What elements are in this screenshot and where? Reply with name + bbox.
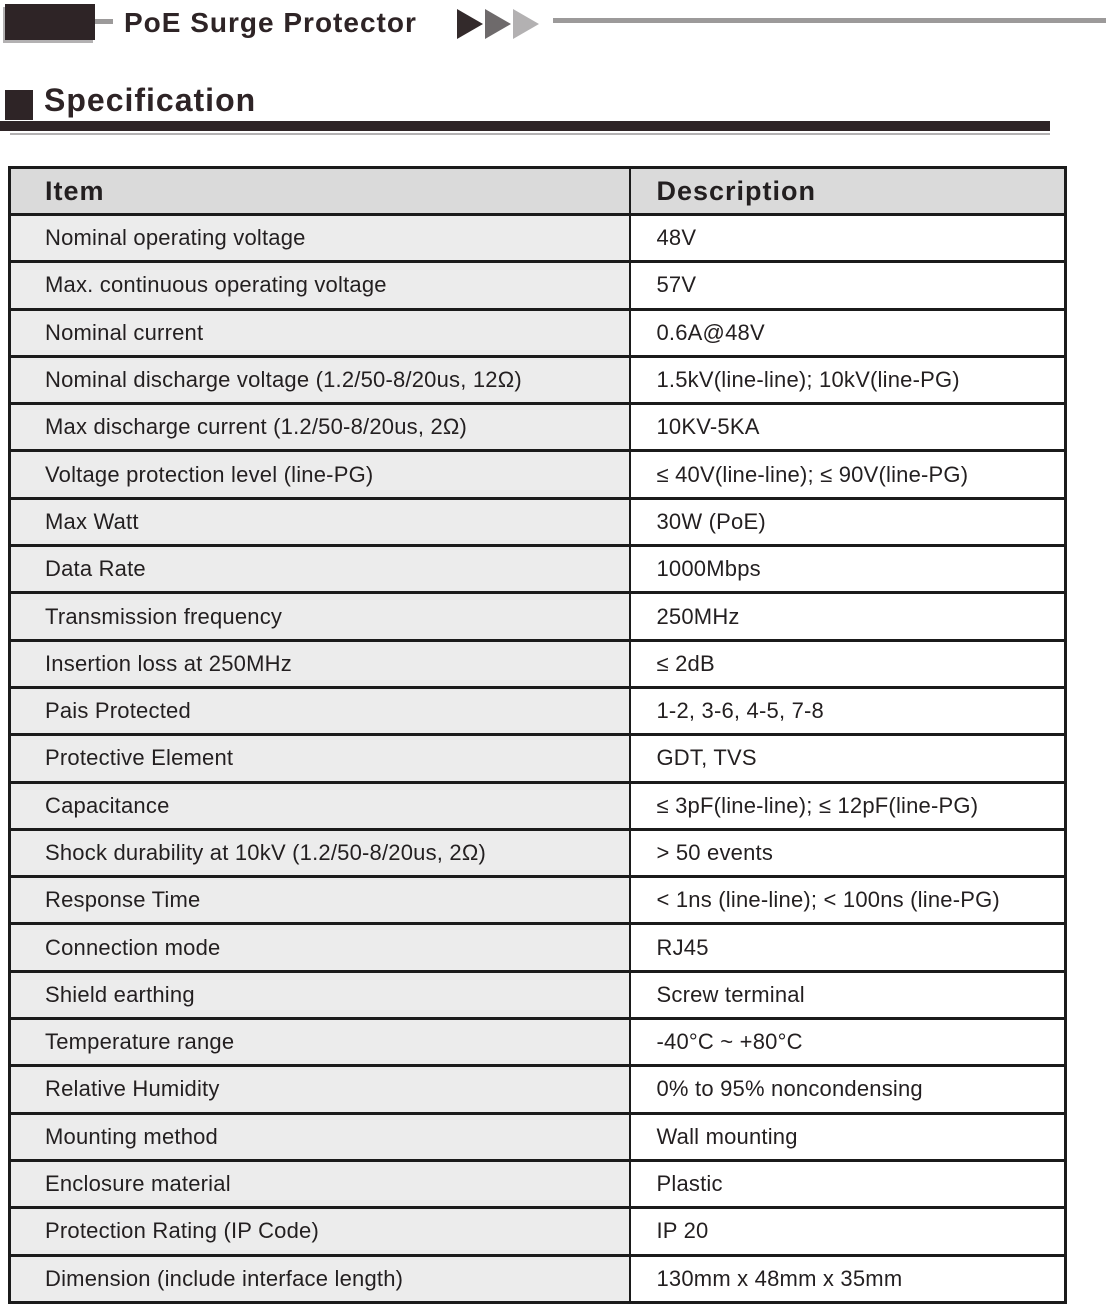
description-cell: ≤ 3pF(line-line); ≤ 12pF(line-PG) [630,782,1066,829]
item-cell: Data Rate [10,546,630,593]
triple-right-arrow-icon [457,9,541,39]
description-cell: 48V [630,215,1066,262]
table-row [10,593,1066,640]
table-row [10,262,1066,309]
table-row [10,451,1066,498]
description-cell: RJ45 [630,924,1066,971]
section-rule [0,121,1050,131]
table-header-row [10,168,1066,215]
description-cell: 250MHz [630,593,1066,640]
right-arrow-icon [457,9,483,39]
table-row [10,640,1066,687]
table-row [10,1255,1066,1302]
item-cell: Protective Element [10,735,630,782]
description-cell: 10KV-5KA [630,404,1066,451]
banner-dash [95,19,113,24]
table-row [10,877,1066,924]
table-row [10,971,1066,1018]
section-rule-shadow [10,133,1050,135]
table-row [10,1160,1066,1207]
item-cell: Shock durability at 10kV (1.2/50-8/20us, 2Ω) [10,829,630,876]
right-arrow-icon [485,9,511,39]
table-row [10,829,1066,876]
table-row [10,782,1066,829]
item-cell: Transmission frequency [10,593,630,640]
item-cell: Enclosure material [10,1160,630,1207]
item-cell: Temperature range [10,1019,630,1066]
table-row [10,498,1066,545]
description-cell: 57V [630,262,1066,309]
description-cell: 1.5kV(line-line); 10kV(line-PG) [630,356,1066,403]
square-bullet-icon [5,90,33,120]
item-cell: Protection Rating (IP Code) [10,1208,630,1255]
item-cell: Max. continuous operating voltage [10,262,630,309]
description-cell: 1-2, 3-6, 4-5, 7-8 [630,687,1066,734]
description-cell: 130mm x 48mm x 35mm [630,1255,1066,1302]
description-cell: ≤ 2dB [630,640,1066,687]
table-row [10,1066,1066,1113]
description-cell: -40°C ~ +80°C [630,1019,1066,1066]
description-cell: Plastic [630,1160,1066,1207]
table-row [10,735,1066,782]
item-cell: Insertion loss at 250MHz [10,640,630,687]
item-cell: Mounting method [10,1113,630,1160]
item-cell: Voltage protection level (line-PG) [10,451,630,498]
table-row [10,1019,1066,1066]
description-cell: GDT, TVS [630,735,1066,782]
section-title: Specification [44,82,257,118]
item-column-header: Item [10,168,630,215]
description-cell: ≤ 40V(line-line); ≤ 90V(line-PG) [630,451,1066,498]
description-cell: IP 20 [630,1208,1066,1255]
item-cell: Nominal discharge voltage (1.2/50-8/20us, 12Ω) [10,356,630,403]
item-cell: Capacitance [10,782,630,829]
table-row [10,309,1066,356]
item-cell: Max discharge current (1.2/50-8/20us, 2Ω) [10,404,630,451]
description-cell: 0.6A@48V [630,309,1066,356]
description-cell: 0% to 95% noncondensing [630,1066,1066,1113]
item-cell: Relative Humidity [10,1066,630,1113]
description-cell: > 50 events [630,829,1066,876]
table-row [10,1208,1066,1255]
item-cell: Response Time [10,877,630,924]
table-row [10,356,1066,403]
description-cell: Screw terminal [630,971,1066,1018]
item-cell: Pais Protected [10,687,630,734]
table-row [10,687,1066,734]
description-cell: 30W (PoE) [630,498,1066,545]
item-cell: Dimension (include interface length) [10,1255,630,1302]
table-row [10,404,1066,451]
description-column-header: Description [630,168,1066,215]
item-cell: Shield earthing [10,971,630,1018]
table-row [10,924,1066,971]
item-cell: Max Watt [10,498,630,545]
description-cell: 1000Mbps [630,546,1066,593]
description-cell: Wall mounting [630,1113,1066,1160]
specification-table [8,166,1067,1304]
item-cell: Nominal operating voltage [10,215,630,262]
title-block-icon [5,4,95,40]
right-arrow-icon [513,9,539,39]
table-row [10,215,1066,262]
banner-rule [553,18,1106,23]
table-row [10,546,1066,593]
description-cell: < 1ns (line-line); < 100ns (line-PG) [630,877,1066,924]
page-title: PoE Surge Protector [124,7,417,38]
table-row [10,1113,1066,1160]
item-cell: Nominal current [10,309,630,356]
item-cell: Connection mode [10,924,630,971]
